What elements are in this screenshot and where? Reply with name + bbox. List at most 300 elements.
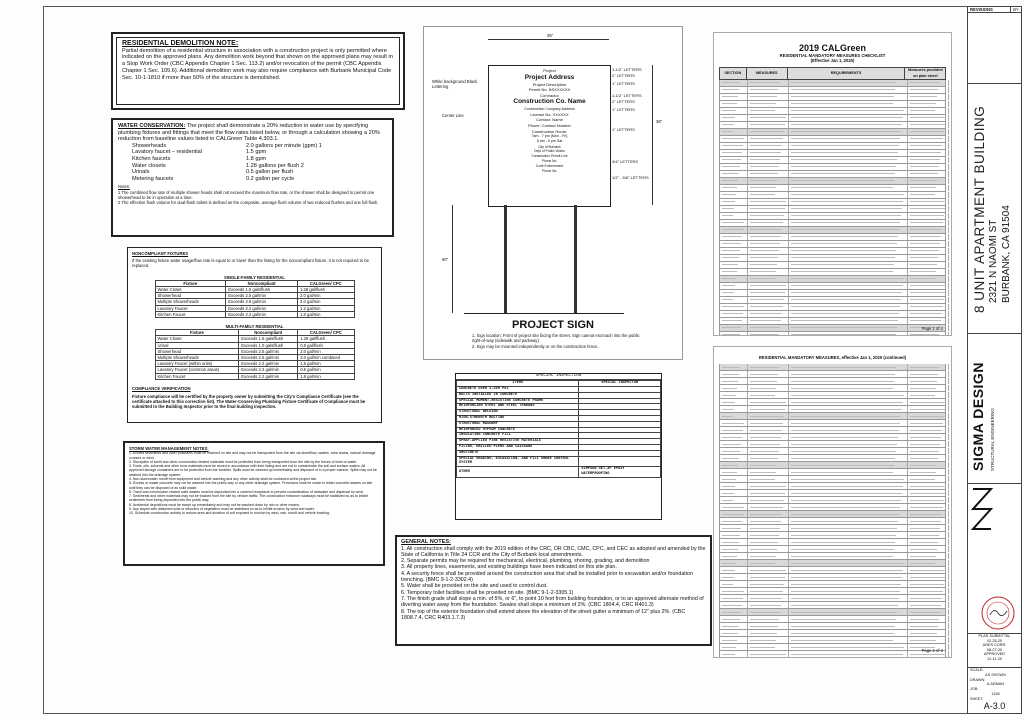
table-cell: Exceeds 1.6 gals/flush xyxy=(226,287,298,293)
checklist-cell xyxy=(789,378,907,384)
checklist-cell xyxy=(720,150,748,156)
checklist-cell xyxy=(748,94,790,100)
fine-print-line xyxy=(722,299,733,300)
storm-water-notes xyxy=(123,441,385,566)
fine-print-line xyxy=(722,598,743,599)
fine-print-line xyxy=(791,465,893,466)
checklist-row xyxy=(719,80,947,87)
table-cell: Exceeds 2.2 gal/min xyxy=(239,367,298,373)
checklist-cell xyxy=(908,434,950,440)
fine-print-line xyxy=(722,633,738,634)
checklist-cell xyxy=(789,108,907,114)
checklist-cell xyxy=(908,129,950,135)
checklist-row xyxy=(719,227,947,234)
checklist-cell xyxy=(789,206,907,212)
fine-print-line xyxy=(750,173,778,174)
fine-print-line xyxy=(910,409,945,410)
sign-callout: 1/2" - 5/8" LETTERS xyxy=(612,175,649,180)
fine-print-line xyxy=(910,528,940,529)
special-item: STRUCTURAL WELDING xyxy=(457,410,579,416)
fine-print-line xyxy=(910,374,938,375)
checklist-cell xyxy=(720,164,748,170)
checklist-cell xyxy=(748,297,790,303)
checklist-cell xyxy=(748,560,790,566)
fine-print-line xyxy=(910,271,936,272)
fine-print-line xyxy=(910,313,942,314)
checklist-cell xyxy=(789,255,907,261)
checklist-cell xyxy=(789,546,907,552)
checklist-row xyxy=(719,588,947,595)
checklist-row xyxy=(719,630,947,637)
fine-print-line xyxy=(791,103,892,104)
checklist-cell xyxy=(720,371,748,377)
checklist-cell xyxy=(748,469,790,475)
checklist-cell xyxy=(720,511,748,517)
checklist-row xyxy=(719,560,947,567)
checklist-cell xyxy=(789,276,907,282)
general-note: 4. A security fence shall be provided around the construction area that shall be installed prior to excavation and/or foundation trenching. (BMC 9-1-2-3302.4) xyxy=(401,570,693,584)
fine-print-line xyxy=(791,591,899,592)
checklist-row xyxy=(719,150,947,157)
table-row xyxy=(155,311,354,317)
checklist-cell xyxy=(720,157,748,163)
fine-print-line xyxy=(750,556,776,557)
checklist-row xyxy=(719,241,947,248)
checklist-row xyxy=(719,122,947,129)
storm-note: 3. Fuels, oils, solvents and other toxic materials must be stored in accordance with their listing and are not to contaminate the soil and surface waters. All approved storage containers are to be protected from the weather. Spills must be cleaned up immediately and disposed of in a proper manner. Spills may not be washed into the drainage system. xyxy=(129,464,377,477)
checklist-cell xyxy=(748,234,790,240)
fine-print-line xyxy=(791,243,896,244)
checklist-cell xyxy=(720,87,748,93)
checklist-cell xyxy=(720,378,748,384)
fine-print-line xyxy=(750,243,780,244)
fine-print-line xyxy=(750,626,778,627)
checklist-cell xyxy=(789,427,907,433)
flow-value: 1.5 gpm xyxy=(246,149,267,156)
checklist-cell xyxy=(789,560,907,566)
sign-callout: 1" LETTERS xyxy=(612,127,635,132)
fine-print-line xyxy=(791,89,894,90)
fine-print-line xyxy=(750,103,776,104)
checklist-cell xyxy=(789,122,907,128)
sign-note-1: 1. Sign location: Front of project site facing the street. Sign cannot encroach into the public right-of-way (sidewalk and parkway). xyxy=(472,333,640,344)
fine-print-line xyxy=(791,374,894,375)
fine-print-line xyxy=(791,145,898,146)
checklist-cell xyxy=(720,94,748,100)
checklist-cell xyxy=(720,490,748,496)
checklist-row xyxy=(719,297,947,304)
engineer-seal xyxy=(980,595,1016,631)
fine-print-line xyxy=(791,472,892,473)
general-note: 1. All construction shall comply with the 2019 edition of the CRC, OR CBC, CMC, CPC, and CEC as adopted and amended by the State of California in Title 24 CCR and the City of Burbank local amendments. xyxy=(401,545,706,558)
fine-print-line xyxy=(750,299,784,300)
sign-line: Phone: Contact Number xyxy=(528,122,571,128)
sign-line: Project xyxy=(543,68,556,73)
fine-print-line xyxy=(910,437,941,438)
checklist-cell xyxy=(748,413,790,419)
checklist-cell xyxy=(720,318,748,324)
fine-print-line xyxy=(722,89,739,90)
checklist-cell xyxy=(908,304,950,310)
checklist-cell xyxy=(748,553,790,559)
fine-print-line xyxy=(791,138,899,139)
checklist-cell xyxy=(908,227,950,233)
table-cell: 1.8 gal/min xyxy=(298,373,354,379)
checklist-cell xyxy=(720,255,748,261)
fine-print-line xyxy=(750,563,775,564)
checklist-row xyxy=(719,525,947,532)
checklist-row xyxy=(719,462,947,469)
calgreen-subtitle: RESIDENTIAL MANDATORY MEASURES CHECKLIST xyxy=(779,53,886,58)
checklist-cell xyxy=(908,371,950,377)
fine-print-line xyxy=(791,381,893,382)
fine-print-line xyxy=(722,458,739,459)
checklist-cell xyxy=(720,525,748,531)
sign-callout: 2" LETTERS xyxy=(612,73,635,78)
fine-print-line xyxy=(910,257,938,258)
flow-value: 1.28 gallons per flush 2 xyxy=(246,162,304,169)
sign-panel xyxy=(488,65,611,207)
fine-print-line xyxy=(750,306,783,307)
table-cell: Exceeds 1.6 gals/flush xyxy=(239,336,298,342)
fine-print-line xyxy=(910,423,943,424)
checklist-cell xyxy=(748,164,790,170)
checklist-cell xyxy=(720,108,748,114)
checklist-cell xyxy=(908,290,950,296)
checklist-cell xyxy=(908,399,950,405)
flow-fixture: Urinals xyxy=(132,169,150,176)
fine-print-line xyxy=(722,334,740,335)
fine-print-line xyxy=(791,395,903,396)
checklist-row xyxy=(719,574,947,581)
special-item: STRUCTURAL MASONRY xyxy=(457,421,579,427)
table-cell: Showerhead xyxy=(155,348,239,354)
table-cell: 1.5 gal/min xyxy=(298,361,354,367)
drawn-label: DRAWN: xyxy=(970,677,986,682)
checklist-row xyxy=(719,427,947,434)
checklist-cell xyxy=(720,518,748,524)
checklist-cell xyxy=(720,483,748,489)
checklist-row xyxy=(719,483,947,490)
checklist-row xyxy=(719,269,947,276)
checklist-cell xyxy=(748,290,790,296)
fine-print-line xyxy=(722,549,738,550)
checklist-cell xyxy=(908,392,950,398)
checklist-cell xyxy=(748,462,790,468)
submittal-date: APPROVED xyxy=(983,652,1006,657)
fine-print-line xyxy=(791,507,899,508)
fine-print-line xyxy=(722,500,733,501)
special-item: OTHER xyxy=(457,467,579,478)
fine-print-line xyxy=(750,313,782,314)
fine-print-line xyxy=(910,117,946,118)
fine-print-line xyxy=(791,236,897,237)
table-cell: 1.28 gal/flush xyxy=(298,336,354,342)
checklist-cell xyxy=(908,497,950,503)
fine-print-line xyxy=(910,472,936,473)
drawn-value: A.ARMAN xyxy=(986,682,1005,687)
fine-print-line xyxy=(750,250,779,251)
checklist-cell xyxy=(908,364,950,370)
fine-print-line xyxy=(910,285,946,286)
fine-print-line xyxy=(910,215,944,216)
fine-print-line xyxy=(750,549,777,550)
checklist-cell xyxy=(748,420,790,426)
checklist-cell xyxy=(748,220,790,226)
checklist-row xyxy=(719,143,947,150)
checklist-cell xyxy=(748,574,790,580)
revisions-label: REVISIONS xyxy=(970,7,993,12)
general-notes xyxy=(395,535,712,646)
checklist-cell xyxy=(789,87,907,93)
checklist-cell xyxy=(789,234,907,240)
firm-name: SIGMA DESIGN xyxy=(970,362,986,471)
checklist-cell xyxy=(908,241,950,247)
checklist-cell xyxy=(748,441,790,447)
checklist-cell xyxy=(748,213,790,219)
fine-print-line xyxy=(750,208,785,209)
fine-print-line xyxy=(750,493,785,494)
checklist-cell xyxy=(789,213,907,219)
checklist-cell xyxy=(748,87,790,93)
checklist-cell xyxy=(748,311,790,317)
fine-print-line xyxy=(722,591,744,592)
table-cell: 2.0 gal/min combined xyxy=(298,355,354,361)
fine-print-line xyxy=(750,215,784,216)
checklist-row xyxy=(719,623,947,630)
checklist-cell xyxy=(789,413,907,419)
calgreen-effective: (Effective Jan 1, 2020) xyxy=(810,58,855,64)
checklist-cell xyxy=(789,504,907,510)
fine-print-line xyxy=(722,521,742,522)
flow-fixture: Metering faucets xyxy=(132,175,174,182)
fine-print-line xyxy=(750,612,780,613)
flow-rate-row xyxy=(130,156,324,163)
fine-print-line xyxy=(722,465,738,466)
fine-print-line xyxy=(750,229,782,230)
checklist-cell xyxy=(789,199,907,205)
checklist-cell xyxy=(789,150,907,156)
fine-print-line xyxy=(791,598,898,599)
checklist-cell xyxy=(720,220,748,226)
fine-print-line xyxy=(750,89,778,90)
special-title: SPECIAL INSPECTION xyxy=(456,374,661,380)
checklist-cell xyxy=(789,304,907,310)
fine-print-line xyxy=(910,416,944,417)
fine-print-line xyxy=(791,612,896,613)
checklist-cell xyxy=(720,185,748,191)
checklist-cell xyxy=(789,434,907,440)
multi-family-table xyxy=(155,329,355,380)
checklist-cell xyxy=(720,227,748,233)
table-cell: Lavatory Faucet (within units) xyxy=(155,361,239,367)
checklist-cell xyxy=(908,406,950,412)
checklist-cell xyxy=(789,290,907,296)
checklist-row xyxy=(719,157,947,164)
checklist-cell xyxy=(908,448,950,454)
fine-print-line xyxy=(791,633,893,634)
flow-rate-row xyxy=(130,169,324,176)
checklist-row xyxy=(719,490,947,497)
table-cell: Kitchen Faucet xyxy=(155,311,226,317)
fine-print-line xyxy=(910,173,938,174)
fine-print-line xyxy=(750,124,785,125)
checklist-cell xyxy=(908,609,950,615)
fine-print-line xyxy=(722,110,736,111)
checklist-cell xyxy=(789,602,907,608)
fine-print-line xyxy=(750,264,777,265)
fine-print-line xyxy=(791,584,900,585)
checklist-row xyxy=(719,199,947,206)
sign-callout: 3/4" LETTERS xyxy=(612,159,639,164)
sign-line: Construction Co. Name xyxy=(513,98,586,106)
fine-print-line xyxy=(791,402,902,403)
fine-print-line xyxy=(750,451,779,452)
checklist-cell xyxy=(908,94,950,100)
fine-print-line xyxy=(750,138,783,139)
checklist-cell xyxy=(720,248,748,254)
fine-print-line xyxy=(722,278,736,279)
checklist-cell xyxy=(908,192,950,198)
special-col-items: ITEMS xyxy=(457,381,579,387)
checklist-cell xyxy=(720,623,748,629)
checklist-row xyxy=(719,115,947,122)
project-name: 8 UNIT APARTMENT BUILDING xyxy=(972,105,987,313)
checklist-row xyxy=(719,602,947,609)
fine-print-line xyxy=(722,402,735,403)
checklist-cell xyxy=(720,413,748,419)
fine-print-line xyxy=(722,243,741,244)
checklist-cell xyxy=(720,427,748,433)
storm-note: 9. Any slopes with disturbed soils or denuded of vegetation must be stabilized so as to inhibit erosion by wind and water. xyxy=(129,507,315,512)
fine-print-line xyxy=(910,388,936,389)
checklist-cell xyxy=(748,651,790,657)
fine-print-line xyxy=(910,507,943,508)
sign-line: 7am - 7 pm (Mon - Fri) xyxy=(531,134,568,139)
fine-print-line xyxy=(910,549,937,550)
checklist-cell xyxy=(748,269,790,275)
fine-print-line xyxy=(750,395,775,396)
fine-print-line xyxy=(750,96,777,97)
fine-print-line xyxy=(910,180,937,181)
checklist-cell xyxy=(789,574,907,580)
fine-print-line xyxy=(910,640,936,641)
flow-rate-row xyxy=(130,176,324,183)
checklist-row xyxy=(719,378,947,385)
flow-fixture: Lavatory faucet – residential xyxy=(132,149,202,156)
fine-print-line xyxy=(910,334,939,335)
fine-print-line xyxy=(750,465,777,466)
fine-print-line xyxy=(722,647,736,648)
fine-print-line xyxy=(791,152,897,153)
checklist-cell xyxy=(720,269,748,275)
fine-print-line xyxy=(791,313,898,314)
fine-print-line xyxy=(750,159,780,160)
fine-print-line xyxy=(722,159,741,160)
fixture-col-header: Noncompliant xyxy=(226,280,298,286)
checklist-row xyxy=(719,518,947,525)
checklist-row xyxy=(719,553,947,560)
fine-print-line xyxy=(750,257,778,258)
special-item: SPRAY-APPLIED FIRE RESISTIVE MATERIALS xyxy=(457,439,579,445)
checklist-cell xyxy=(748,434,790,440)
fine-print-line xyxy=(910,479,935,480)
checklist-cell xyxy=(748,171,790,177)
fine-print-line xyxy=(750,117,786,118)
fine-print-line xyxy=(910,451,939,452)
fine-print-line xyxy=(910,563,935,564)
fine-print-line xyxy=(722,166,740,167)
checklist-cell xyxy=(748,199,790,205)
fine-print-line xyxy=(722,250,740,251)
fine-print-line xyxy=(750,236,781,237)
fine-print-line xyxy=(791,367,895,368)
checklist-row xyxy=(719,262,947,269)
table-cell: Exceeds 2.2 gal/min xyxy=(226,305,298,311)
storm-note: 2. Stockpiles of earth and other construction related materials must be protected from being transported from the site by the forces of wind or water. xyxy=(129,459,358,464)
checklist-cell xyxy=(789,406,907,412)
checklist-cell xyxy=(748,227,790,233)
checklist-cell xyxy=(748,157,790,163)
checklist-row xyxy=(719,87,947,94)
fine-print-line xyxy=(722,556,737,557)
calgreen-col-header: Measures provided on plan sheet xyxy=(905,68,946,79)
checklist-cell xyxy=(748,192,790,198)
fine-print-line xyxy=(750,542,778,543)
fine-print-line xyxy=(910,500,944,501)
fine-print-line xyxy=(750,367,779,368)
checklist-cell xyxy=(908,476,950,482)
fine-print-line xyxy=(791,208,901,209)
fine-print-line xyxy=(750,577,785,578)
fine-print-line xyxy=(722,374,739,375)
fine-print-line xyxy=(722,570,735,571)
calgreen-page1: Page 1 of 2 xyxy=(921,325,943,331)
fine-print-line xyxy=(722,388,737,389)
checklist-cell xyxy=(908,115,950,121)
special-row xyxy=(457,456,661,467)
calgreen-title: 2019 CALGreen xyxy=(798,43,867,53)
fine-print-line xyxy=(722,528,741,529)
checklist-cell xyxy=(908,511,950,517)
fine-print-line xyxy=(910,82,939,83)
flow-fixture: Water closets xyxy=(132,162,166,169)
fine-print-line xyxy=(750,528,780,529)
general-note: 2. Separate permits may be required for mechanical, electrical, plumbing, shoring, grading, and demolition xyxy=(401,558,650,565)
table-cell: 0.5 gal/min xyxy=(298,367,354,373)
submittal-date: 02-25-20 xyxy=(986,638,1003,643)
fine-print-line xyxy=(750,486,786,487)
fine-print-line xyxy=(722,444,741,445)
scale-value: AS SHOWN xyxy=(985,672,1006,677)
fine-print-line xyxy=(722,103,737,104)
fine-print-line xyxy=(791,166,895,167)
fine-print-line xyxy=(791,444,896,445)
sign-callout: 1-1/2" LETTERS xyxy=(612,67,642,72)
checklist-cell xyxy=(748,385,790,391)
fine-print-line xyxy=(791,278,903,279)
checklist-cell xyxy=(748,364,790,370)
storm-note: 10. Schedule construction activity to reduce area and duration of soil exposed to erosion by wind, rain, runoff and vehicle tracking. xyxy=(129,511,330,516)
water-conservation-note xyxy=(111,118,394,237)
fine-print-line xyxy=(750,619,779,620)
fine-print-line xyxy=(791,215,900,216)
fine-print-line xyxy=(750,458,778,459)
checklist-cell xyxy=(789,525,907,531)
table-cell: Exceeds 2.5 gal/min xyxy=(226,299,298,305)
checklist-cell xyxy=(908,385,950,391)
fine-print-line xyxy=(910,535,939,536)
